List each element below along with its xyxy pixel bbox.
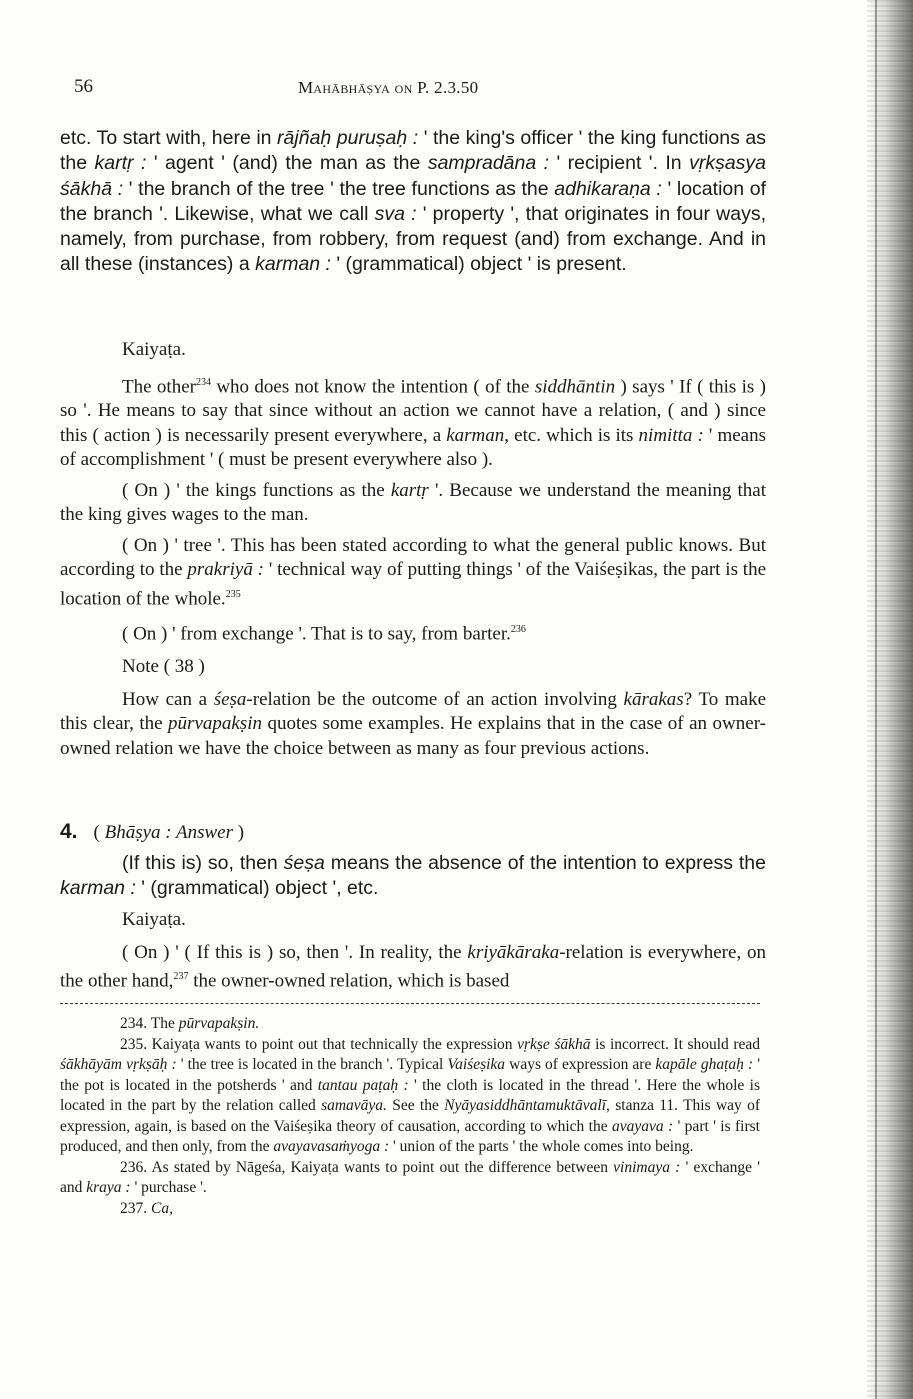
commentary-paragraph: ( On ) ' tree '. This has been stated according to what the general public knows. But according to the prakriyā : ' technical way of putting things ' of the Vaiśeṣikas, the part is the location of the whole.$^{235}$: [60, 534, 766, 610]
commentary-paragraph: ( On ) ' the kings functions as the kartṛ '. Because we understand the meaning that the king gives wages to the man.: [60, 479, 766, 526]
note-paragraph: How can a śeṣa-relation be the outcome of an action involving kārakas? To make this clear, the pūrvapakṣin quotes some examples. He explains that in the case of an owner-owned relation we have the choice between as many as four previous actions.: [60, 688, 767, 759]
commentary-paragraph: ( On ) ' ( If this is ) so, then '. In reality, the kriyākāraka-relation is everywhere, on the other hand,$^{237}$ the owner-owned relation, which is based: [60, 941, 766, 992]
footnote-divider: [60, 1003, 760, 1004]
paragraph-text: (If this is) so, then śeṣa means the absence of the intention to express the karman : ' (grammatical) object ', etc.: [60, 852, 766, 900]
commentary-paragraph: ( On ) ' from exchange '. That is to say, from barter.$^{236}$: [122, 622, 526, 644]
footnote-237: 237. Ca,: [120, 1199, 173, 1217]
footnotes: [60, 1014, 760, 1219]
section-number: 4.: [60, 820, 78, 843]
footnote-236: 236. As stated by Nāgeśa, Kaiyaṭa wants to point out the difference between vinimaya : ' exchange ' and kraya : ' purchase '.: [60, 1158, 760, 1196]
paragraph-text: etc. To start with, here in rājñaḥ puruṣaḥ : ' the king's officer ' the king functions as the kartṛ : ' agent ' (and) the man as the sampradāna : ' recipient '. In vṛkṣasya śākhā : ' the branch of the tree ' the tree functions as the adhikaraṇa : ' location of the branch '. Likewise, what we call sva : ' property ', that originates in four ways, namely, from purchase, from robbery, from request (and) from exchange. And in all these (instances) a karman : ' (grammatical) object ' is present.: [60, 127, 767, 276]
footnote-ref: 234: [195, 376, 211, 388]
page-header: [0, 74, 860, 104]
bhasya-answer-paragraph: [60, 851, 766, 902]
kaiyata-commentary: [60, 338, 766, 761]
footnote-234: 234. The pūrvapakṣin.: [120, 1015, 260, 1032]
bhasya-paragraph: [60, 126, 766, 278]
kaiyata-label: Kaiyaṭa.: [122, 909, 186, 930]
kaiyata-commentary-2: [60, 908, 766, 994]
section-heading: 4. ( Bhāṣya : Answer ): [60, 820, 245, 843]
kaiyata-label: Kaiyaṭa.: [122, 339, 186, 360]
binding-line: [875, 0, 877, 1399]
footnote-235: 235. Kaiyaṭa wants to point out that technically the expression vṛkṣe śākhā is incorrect. It should read śākhāyām vṛkṣāḥ : ' the tree is located in the branch '. Typical Vaiśeṣika ways of expression are kapāle ghaṭaḥ : ' the pot is located in the potsherds ' and tantau paṭaḥ : ' the cloth is located in the thread '. Here the whole is located in the part by the relation called samavāya. See the Nyāyasiddhāntamuktāvalī, stanza 11. This way of expression, again, is based on the Vaiśeṣika theory of causation, according to which the avayava : ' part ' is first produced, and then only, from the avayavasaṁyoga : ' union of the parts ' the whole comes into being.: [60, 1035, 761, 1155]
page-number: 56: [74, 76, 93, 97]
page-edge-shadow: [867, 0, 913, 1399]
section-title: Bhāṣya : Answer: [104, 822, 234, 843]
commentary-paragraph: The other$^{234}$ who does not know the intention ( of the siddhāntin ) says ' If ( this is ) so '. He means to say that since without an action we cannot have a relation, ( and ) since this ( action ) is necessarily present everywhere, a karman, etc. which is its nimitta : ' means of accomplishment ' ( must be present everywhere also ).: [60, 375, 767, 471]
note-label: Note ( 38 ): [122, 656, 205, 678]
footnote-ref: 235: [225, 588, 241, 600]
footnote-ref: 237: [173, 971, 189, 982]
running-title: Mahābhāṣya on P. 2.3.50: [298, 78, 479, 97]
footnote-ref: 236: [510, 623, 526, 635]
